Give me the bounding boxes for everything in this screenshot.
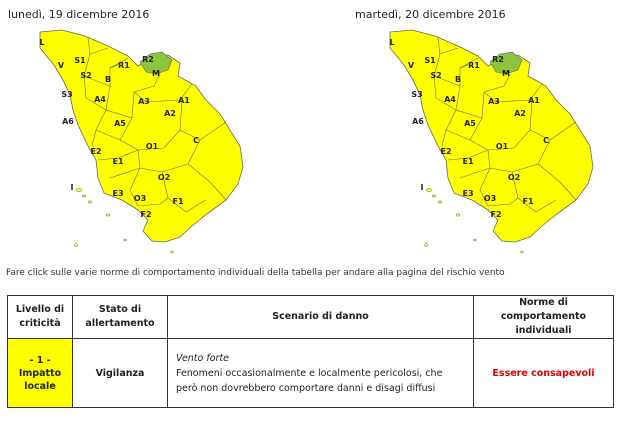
zone-label-c[interactable]: C <box>543 136 549 145</box>
zone-label-v[interactable]: V <box>57 61 65 70</box>
header-alert-state: Stato di allertamento <box>73 296 168 339</box>
zone-label-f1[interactable]: F1 <box>522 197 534 206</box>
island-shape <box>456 214 460 216</box>
map-date: lunedì, 19 dicembre 2016 <box>8 8 150 21</box>
zone-label-o3[interactable]: O3 <box>483 194 497 203</box>
zone-label-s2[interactable]: S2 <box>80 71 92 80</box>
zone-label-a2[interactable]: A2 <box>514 109 526 118</box>
zone-label-a5[interactable]: A5 <box>464 119 476 128</box>
island-shape <box>171 251 174 253</box>
header-damage-scenario: Scenario di danno <box>168 296 474 339</box>
island-shape <box>438 201 442 203</box>
scenario-description: Fenomeni occasionalmente e localmente pericolosi, che però non dovrebbero comportare danni e disagi diffusi <box>176 367 443 394</box>
zone-label-f2[interactable]: F2 <box>140 210 152 219</box>
tuscany-alert-map[interactable] <box>350 0 640 262</box>
zone-label-i[interactable]: I <box>420 183 424 192</box>
zone-label-r2[interactable]: R2 <box>142 55 154 64</box>
zone-label-a6[interactable]: A6 <box>62 117 74 126</box>
zone-label-s1[interactable]: S1 <box>74 56 86 65</box>
island-shape <box>425 244 428 247</box>
map-panel-monday <box>0 0 300 262</box>
island-shape <box>75 244 78 247</box>
zone-label-o1[interactable]: O1 <box>495 142 509 151</box>
zone-label-a3[interactable]: A3 <box>488 97 500 106</box>
tuscany-alert-map[interactable] <box>0 0 300 262</box>
zone-label-e1[interactable]: E1 <box>112 157 124 166</box>
zone-label-s3[interactable]: S3 <box>61 90 73 99</box>
island-shape <box>124 239 127 241</box>
zone-label-e3[interactable]: E3 <box>462 189 474 198</box>
zone-label-a2[interactable]: A2 <box>164 109 176 118</box>
zone-label-r2[interactable]: R2 <box>492 55 504 64</box>
instruction-text: Fare click sulle varie norme di comportamento individuali della tabella per andare alla pagina del rischio vento <box>6 268 505 278</box>
zone-label-v[interactable]: V <box>407 61 415 70</box>
island-shape <box>474 239 477 241</box>
zone-label-o2[interactable]: O2 <box>157 173 171 182</box>
zone-label-s2[interactable]: S2 <box>430 71 442 80</box>
zone-label-m[interactable]: M <box>152 69 160 78</box>
zone-label-a4[interactable]: A4 <box>94 95 106 104</box>
zone-label-a4[interactable]: A4 <box>444 95 456 104</box>
zone-label-c[interactable]: C <box>193 136 199 145</box>
alert-table <box>7 295 614 408</box>
behavior-norm-link[interactable]: Essere consapevoli <box>474 339 614 408</box>
zone-label-s1[interactable]: S1 <box>424 56 436 65</box>
island-shape <box>82 195 86 197</box>
zone-label-a3[interactable]: A3 <box>138 97 150 106</box>
zone-label-e3[interactable]: E3 <box>112 189 124 198</box>
table-row <box>8 339 614 408</box>
map-date: martedì, 20 dicembre 2016 <box>355 8 506 21</box>
zone-label-a1[interactable]: A1 <box>528 96 540 105</box>
zone-label-f1[interactable]: F1 <box>172 197 184 206</box>
island-shape <box>432 195 436 197</box>
zone-label-a6[interactable]: A6 <box>412 117 424 126</box>
zone-label-a5[interactable]: A5 <box>114 119 126 128</box>
zone-label-l[interactable]: L <box>389 38 395 47</box>
zone-label-o2[interactable]: O2 <box>507 173 521 182</box>
zone-label-b[interactable]: B <box>104 75 112 84</box>
zone-label-b[interactable]: B <box>454 75 462 84</box>
zone-label-e2[interactable]: E2 <box>440 147 452 156</box>
zone-label-f2[interactable]: F2 <box>490 210 502 219</box>
level-number: - 1 - <box>29 354 51 366</box>
island-shape <box>88 201 92 203</box>
zone-label-o3[interactable]: O3 <box>133 194 147 203</box>
header-criticality-level: Livello di criticità <box>8 296 73 339</box>
zone-label-i[interactable]: I <box>70 183 74 192</box>
criticality-level-cell <box>8 339 73 408</box>
map-panel-tuesday <box>350 0 640 262</box>
zone-label-e2[interactable]: E2 <box>90 147 102 156</box>
zone-label-l[interactable]: L <box>39 38 45 47</box>
zone-label-s3[interactable]: S3 <box>411 90 423 99</box>
island-shape <box>106 214 110 216</box>
zone-label-a1[interactable]: A1 <box>178 96 190 105</box>
zone-label-o1[interactable]: O1 <box>145 142 159 151</box>
alert-state-cell: Vigilanza <box>73 339 168 408</box>
table-header-row <box>8 296 614 339</box>
zone-label-e1[interactable]: E1 <box>462 157 474 166</box>
zone-label-m[interactable]: M <box>502 69 510 78</box>
header-behavior-norms: Norme di comportamento individuali <box>474 296 614 339</box>
island-shape <box>426 189 432 192</box>
island-shape <box>521 251 524 253</box>
zone-label-r1[interactable]: R1 <box>468 61 480 70</box>
damage-scenario-cell <box>168 339 474 408</box>
island-shape <box>76 189 82 192</box>
scenario-title: Vento forte <box>176 352 229 364</box>
zone-label-r1[interactable]: R1 <box>118 61 130 70</box>
level-text: Impatto locale <box>18 367 62 392</box>
